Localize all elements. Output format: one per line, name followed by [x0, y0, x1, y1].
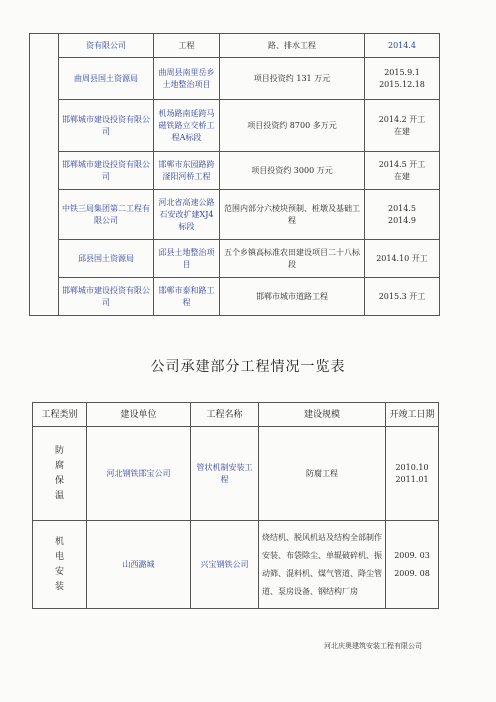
project-cell: 河北省高速公路石安改扩建XJ4标段	[154, 190, 220, 240]
date-cell: 2015.3 开工	[365, 278, 440, 316]
table-row	[30, 240, 440, 278]
date-cell: 2009. 03 2009. 08	[386, 521, 439, 609]
unit-cell: 山西潞城	[87, 521, 191, 609]
date-cell: 2015.9.1 2015.12.18	[365, 58, 440, 100]
unit-cell: 资有限公司	[59, 34, 154, 58]
scale-cell: 邯郸市城市道路工程	[220, 278, 365, 316]
scale-cell: 防腐工程	[259, 427, 386, 521]
unit-cell: 中铁三局集团第二工程有限公司	[59, 190, 154, 240]
table-row	[30, 58, 440, 100]
upper-project-table	[29, 33, 440, 316]
project-cell: 邯郸市泰和路工程	[154, 278, 220, 316]
header-unit: 建设单位	[87, 403, 191, 427]
table-row	[30, 100, 440, 152]
table-row	[30, 152, 440, 190]
company-footer: 河北庆奥建筑安装工程有限公司	[324, 642, 422, 650]
project-cell: 工程	[154, 34, 220, 58]
section-title: 公司承建部分工程情况一览表	[150, 359, 346, 375]
table-row	[33, 521, 439, 609]
unit-cell: 邱县国土资源局	[59, 240, 154, 278]
project-cell: 邱县土地整治项目	[154, 240, 220, 278]
unit-cell: 河北钢铁邯宝公司	[87, 427, 191, 521]
scale-cell: 烧结机、脱风机站及结构全部制作安装、布袋除尘、单辊破碎机、振动筛、混料机、煤气管道、降尘管道、泵房设备、钢结构厂房	[259, 521, 386, 609]
date-cell: 2010.10 2011.01	[386, 427, 439, 521]
table-row	[30, 34, 440, 58]
table-row	[33, 427, 439, 521]
date-cell: 2014.5 2014.9	[365, 190, 440, 240]
scale-cell: 项目投资约 8700 多万元	[220, 100, 365, 152]
project-cell: 机场路南延跨马磁铁路立交桥工程A标段	[154, 100, 220, 152]
project-cell: 兴宝钢铁公司	[191, 521, 259, 609]
lower-project-table	[32, 402, 439, 609]
date-cell: 2014.5 开工 在建	[365, 152, 440, 190]
scale-cell: 范围内部分六棱块预制、桩墩及基础工程	[220, 190, 365, 240]
project-cell: 邯郸市东园路跨滏阳河桥工程	[154, 152, 220, 190]
scale-cell: 路、排水工程	[220, 34, 365, 58]
scale-cell: 五个乡镇高标准农田建设项目二十八标段	[220, 240, 365, 278]
header-date: 开竣工日期	[386, 403, 439, 427]
header-project: 工程名称	[191, 403, 259, 427]
unit-cell: 邯郸城市建设投资有限公司	[59, 278, 154, 316]
category-cell: 防腐保温	[33, 427, 87, 521]
table-row	[30, 278, 440, 316]
header-category: 工程类别	[33, 403, 87, 427]
scale-cell: 项目投资约 131 万元	[220, 58, 365, 100]
header-scale: 建设规模	[259, 403, 386, 427]
table-row	[30, 190, 440, 240]
date-cell: 2014.10 开工	[365, 240, 440, 278]
scale-cell: 项目投资约 3000 万元	[220, 152, 365, 190]
date-cell: 2014.4	[365, 34, 440, 58]
blank-category-cell	[30, 34, 59, 316]
date-cell: 2014.2 开工 在建	[365, 100, 440, 152]
unit-cell: 邯郸城市建设投资有限公司	[59, 100, 154, 152]
project-cell: 曲周县南里岳乡土地整治项目	[154, 58, 220, 100]
project-cell: 管状机制安装工程	[191, 427, 259, 521]
unit-cell: 曲周县国土资源局	[59, 58, 154, 100]
table-header-row	[33, 403, 439, 427]
unit-cell: 邯郸城市建设投资有限公司	[59, 152, 154, 190]
category-cell: 机电安装	[33, 521, 87, 609]
